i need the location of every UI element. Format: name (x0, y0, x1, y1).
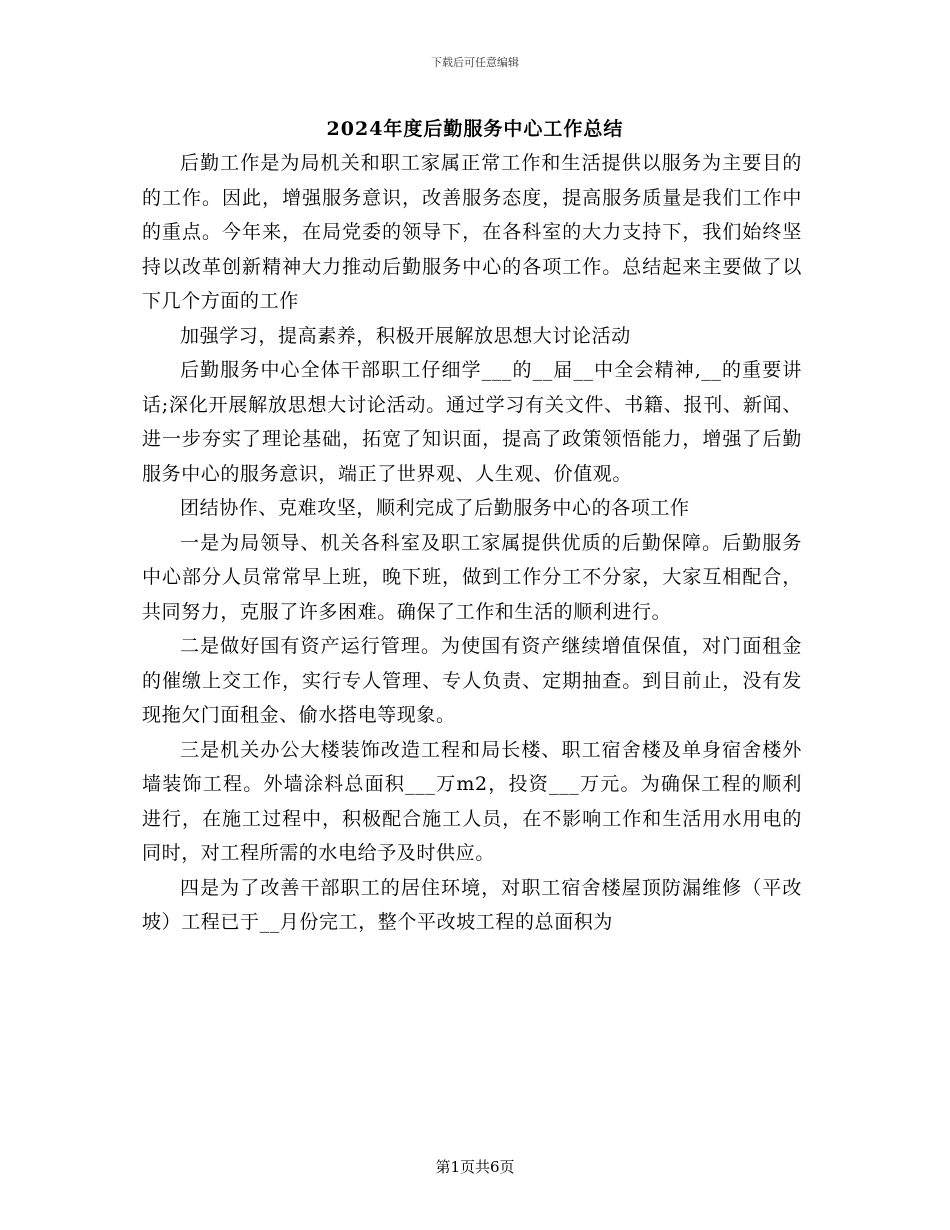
section-heading-study: 加强学习，提高素养，积极开展解放思想大讨论活动 (180, 324, 631, 347)
paragraph-item-three: 三是机关办公大楼装饰改造工程和局长楼、职工宿舍楼及单身宿舍楼外墙装饰工程。外墙涂料总面积___万m2，投资___万元。为确保工程的顺利进行，在施工过程中，积极配合施工人员，在不影响工作和生活用水用电的同时，对工程所需的水电给予及时供应。 (142, 738, 802, 864)
paragraph-item-two: 二是做好国有资产运行管理。为使国有资产继续增值保值，对门面租金的催缴上交工作，实行专人管理、专人负责、定期抽查。到目前止，没有发现拖欠门面租金、偷水搭电等现象。 (142, 635, 802, 726)
paragraph-study: 后勤服务中心全体干部职工仔细学___的__届__中全会精神,__的重要讲话;深化开展解放思想大讨论活动。通过学习有关文件、书籍、报刊、新闻、进一步夯实了理论基础，拓宽了知识面，提高了政策领悟能力，增强了后勤服务中心的服务意识，端正了世界观、人生观、价值观。 (142, 359, 802, 485)
header-note: 下载后可任意编辑 (431, 56, 519, 69)
document-title: 2024年度后勤服务中心工作总结 (326, 118, 624, 140)
document-body (142, 146, 802, 940)
paragraph-intro: 后勤工作是为局机关和职工家属正常工作和生活提供以服务为主要目的的工作。因此，增强服务意识，改善服务态度，提高服务质量是我们工作中的重点。今年来，在局党委的领导下，在各科室的大力支持下，我们始终坚持以改革创新精神大力推动后勤服务中心的各项工作。总结起来主要做了以下几个方面的工作 (142, 152, 802, 312)
paragraph-item-one: 一是为局领导、机关各科室及职工家属提供优质的后勤保障。后勤服务中心部分人员常常早上班，晚下班，做到工作分工不分家，大家互相配合，共同努力，克服了许多困难。确保了工作和生活的顺利进行。 (142, 531, 802, 623)
section-heading-teamwork: 团结协作、克难攻坚，顺利完成了后勤服务中心的各项工作 (180, 497, 690, 519)
page-number: 第1页共6页 (435, 1158, 515, 1176)
paragraph-item-four: 四是为了改善干部职工的居住环境，对职工宿舍楼屋顶防漏维修（平改坡）工程已于__月份完工，整个平改坡工程的总面积为 (142, 876, 802, 933)
